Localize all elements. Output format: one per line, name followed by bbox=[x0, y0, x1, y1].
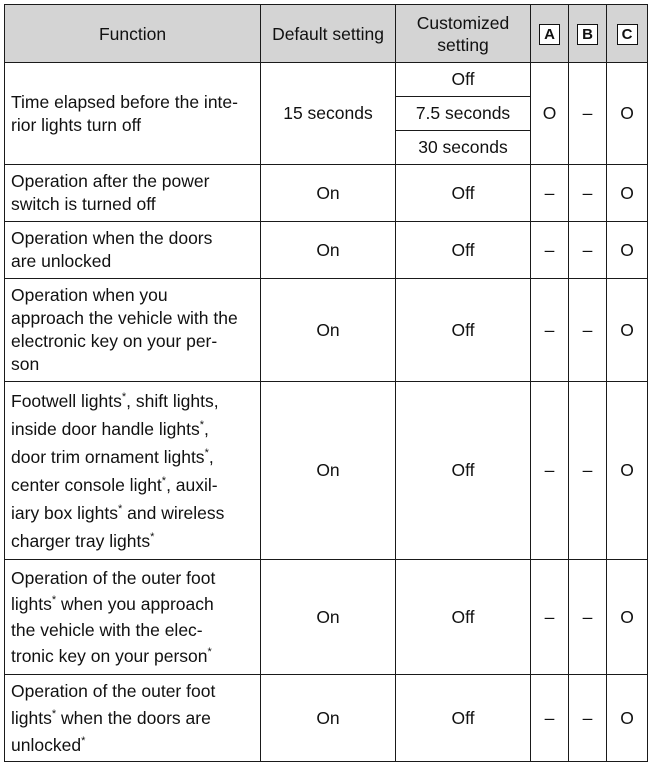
function-text: Operation of the outer foot bbox=[11, 680, 216, 701]
default-setting-header: Default setting bbox=[261, 5, 396, 63]
default-cell: 15 seconds bbox=[261, 63, 396, 165]
customized-header-line1: Customized bbox=[416, 12, 510, 33]
function-text: Operation when you bbox=[11, 285, 168, 305]
function-text: iary box lights bbox=[11, 502, 118, 523]
function-text: , bbox=[204, 418, 209, 439]
footnote-mark: * bbox=[199, 418, 205, 431]
default-cell: On bbox=[261, 165, 396, 222]
function-text: the vehicle with the elec- bbox=[11, 620, 203, 640]
column-c-cell: O bbox=[607, 382, 648, 560]
function-text: Operation after the power bbox=[11, 171, 210, 191]
footnote-mark: * bbox=[51, 707, 57, 720]
custom-cell: Off bbox=[396, 675, 531, 762]
default-cell: On bbox=[261, 560, 396, 675]
function-text: when the doors are bbox=[56, 707, 211, 728]
function-text: , bbox=[208, 446, 214, 467]
column-b-cell: – bbox=[569, 165, 607, 222]
function-cell bbox=[5, 279, 261, 382]
default-cell: On bbox=[261, 279, 396, 382]
footnote-mark: * bbox=[118, 502, 123, 515]
column-b-cell: – bbox=[569, 560, 607, 675]
column-a-cell: – bbox=[531, 560, 569, 675]
column-a-header bbox=[531, 5, 569, 63]
table-row bbox=[5, 675, 648, 762]
function-cell bbox=[5, 165, 261, 222]
function-text: center console light bbox=[11, 474, 162, 495]
column-c-cell: O bbox=[607, 675, 648, 762]
column-a-cell: O bbox=[531, 63, 569, 165]
function-cell bbox=[5, 382, 261, 560]
table-row bbox=[5, 63, 648, 97]
custom-cell: Off bbox=[396, 560, 531, 675]
function-text: , auxil- bbox=[166, 474, 218, 495]
function-text: inside door handle lights bbox=[11, 418, 200, 439]
function-text: lights bbox=[11, 594, 52, 614]
column-c-badge: C bbox=[617, 24, 638, 45]
column-c-cell: O bbox=[607, 165, 648, 222]
table-row bbox=[5, 382, 648, 560]
footnote-mark: * bbox=[150, 530, 155, 543]
footnote-mark: * bbox=[51, 594, 57, 607]
column-c-cell: O bbox=[607, 560, 648, 675]
function-text: electronic key on your per- bbox=[11, 331, 218, 351]
function-text: son bbox=[11, 354, 40, 374]
function-text: are unlocked bbox=[11, 251, 112, 271]
function-text: and wireless bbox=[122, 502, 225, 523]
column-c-cell: O bbox=[607, 222, 648, 279]
function-text: Operation of the outer foot bbox=[11, 568, 216, 588]
column-b-cell: – bbox=[569, 382, 607, 560]
column-b-cell: – bbox=[569, 279, 607, 382]
default-cell: On bbox=[261, 675, 396, 762]
function-text: door trim ornament lights bbox=[11, 446, 205, 467]
column-a-cell: – bbox=[531, 222, 569, 279]
function-text: approach the vehicle with the bbox=[11, 308, 238, 328]
custom-option-cell: Off bbox=[396, 63, 531, 97]
custom-option-cell: 7.5 seconds bbox=[396, 97, 531, 131]
footnote-mark: * bbox=[121, 390, 127, 403]
column-a-cell: – bbox=[531, 279, 569, 382]
column-a-cell: – bbox=[531, 382, 569, 560]
column-a-cell: – bbox=[531, 165, 569, 222]
table-row bbox=[5, 165, 648, 222]
custom-cell: Off bbox=[396, 165, 531, 222]
default-cell: On bbox=[261, 222, 396, 279]
function-text: rior lights turn off bbox=[11, 114, 142, 135]
custom-option-cell: 30 seconds bbox=[396, 131, 531, 165]
customized-setting-header bbox=[396, 5, 531, 63]
column-c-cell: O bbox=[607, 63, 648, 165]
column-b-badge: B bbox=[577, 24, 598, 45]
column-b-cell: – bbox=[569, 222, 607, 279]
column-c-cell: O bbox=[607, 279, 648, 382]
function-cell bbox=[5, 63, 261, 165]
custom-cell: Off bbox=[396, 382, 531, 560]
column-b-cell: – bbox=[569, 63, 607, 165]
column-b-cell: – bbox=[569, 675, 607, 762]
column-c-header bbox=[607, 5, 648, 63]
footnote-mark: * bbox=[204, 446, 209, 459]
function-cell bbox=[5, 222, 261, 279]
function-cell bbox=[5, 675, 261, 762]
function-text: switch is turned off bbox=[11, 194, 156, 214]
table-row bbox=[5, 279, 648, 382]
footnote-mark: * bbox=[81, 734, 86, 747]
column-b-header bbox=[569, 5, 607, 63]
settings-table bbox=[4, 4, 648, 762]
footnote-mark: * bbox=[161, 474, 167, 487]
function-text: when you approach bbox=[56, 594, 214, 614]
default-cell: On bbox=[261, 382, 396, 560]
custom-cell: Off bbox=[396, 279, 531, 382]
function-header: Function bbox=[5, 5, 261, 63]
function-text: charger tray lights bbox=[11, 530, 151, 551]
table-row bbox=[5, 222, 648, 279]
function-text: , shift lights, bbox=[126, 390, 219, 411]
function-text: unlocked bbox=[11, 734, 82, 755]
function-text: Operation when the doors bbox=[11, 228, 213, 248]
column-a-badge: A bbox=[539, 24, 560, 45]
header-row bbox=[5, 5, 648, 63]
function-text: lights bbox=[11, 707, 52, 728]
custom-cell: Off bbox=[396, 222, 531, 279]
column-a-cell: – bbox=[531, 675, 569, 762]
function-text: Footwell lights bbox=[11, 390, 122, 411]
table-row bbox=[5, 560, 648, 675]
function-cell bbox=[5, 560, 261, 675]
customized-header-line2: setting bbox=[437, 34, 489, 55]
footnote-mark: * bbox=[207, 646, 212, 659]
function-text: Time elapsed before the inte- bbox=[11, 91, 238, 112]
function-text: tronic key on your person bbox=[11, 646, 208, 666]
